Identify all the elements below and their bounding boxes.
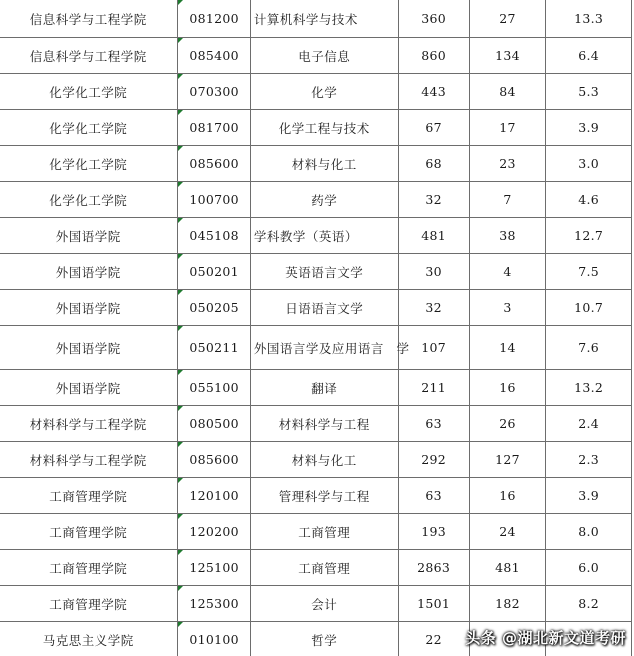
admitted-cell	[469, 254, 546, 290]
major-name-cell	[250, 622, 398, 656]
ratio-cell	[546, 38, 632, 74]
major-name-cell-text: 英语语言文学	[285, 264, 364, 280]
admitted-cell-text: 38	[499, 228, 516, 243]
college-cell	[0, 514, 178, 550]
major-name-cell-text: 管理科学与工程	[278, 488, 370, 504]
applicants-cell	[398, 370, 469, 406]
table-row	[0, 514, 632, 550]
ratio-cell-text: 8.2	[578, 596, 600, 611]
major-name-cell	[250, 254, 398, 290]
major-code-cell-text: 100700	[189, 192, 239, 207]
college-cell	[0, 622, 178, 656]
major-code-cell-text: 125300	[189, 596, 239, 611]
ratio-cell-text: 5.3	[578, 84, 600, 99]
admitted-cell	[469, 290, 546, 326]
table-row	[0, 478, 632, 514]
major-name-cell-text: 工商管理	[298, 524, 351, 540]
ratio-cell-text: 2.3	[578, 452, 600, 467]
major-code-cell-text: 081200	[189, 11, 239, 26]
major-name-cell	[250, 182, 398, 218]
major-code-cell	[178, 74, 250, 110]
college-cell-text: 化学化工学院	[49, 156, 128, 172]
major-code-cell-text: 050205	[189, 300, 239, 315]
major-code-cell-text: 085400	[189, 48, 239, 63]
major-name-cell-text: 材料与化工	[291, 156, 357, 172]
admitted-cell-text: 24	[499, 524, 516, 539]
college-cell	[0, 218, 178, 254]
major-name-cell	[250, 442, 398, 478]
major-name-cell-text: 电子信息	[298, 48, 351, 64]
admitted-cell	[469, 0, 546, 38]
admitted-cell-text: 7	[503, 192, 512, 207]
ratio-cell-text: 8.0	[578, 524, 600, 539]
ratio-cell	[546, 370, 632, 406]
watermark: 头条 @湖北新文道考研	[465, 629, 626, 647]
college-cell	[0, 442, 178, 478]
college-cell	[0, 550, 178, 586]
applicants-cell-text: 30	[425, 264, 442, 279]
admitted-cell	[469, 514, 546, 550]
major-code-cell	[178, 38, 250, 74]
applicants-cell	[398, 254, 469, 290]
major-name-cell-text: 计算机科学与技术	[253, 11, 358, 27]
table-row	[0, 0, 632, 38]
table-row	[0, 550, 632, 586]
applicants-cell-text: 1501	[417, 596, 451, 611]
admitted-cell-text: 127	[495, 452, 520, 467]
major-code-cell	[178, 550, 250, 586]
applicants-cell	[398, 442, 469, 478]
applicants-cell	[398, 290, 469, 326]
major-name-cell	[250, 218, 398, 254]
ratio-cell	[546, 0, 632, 38]
ratio-cell-text: 3.9	[578, 488, 600, 503]
major-code-cell	[178, 514, 250, 550]
applicants-cell	[398, 622, 469, 656]
ratio-cell-text: 7.6	[578, 340, 600, 355]
major-name-cell	[250, 146, 398, 182]
ratio-cell	[546, 146, 632, 182]
major-code-cell	[178, 442, 250, 478]
ratio-cell	[546, 254, 632, 290]
major-name-cell-text: 药学	[311, 192, 338, 208]
applicants-cell	[398, 74, 469, 110]
table-row	[0, 442, 632, 478]
ratio-cell	[546, 74, 632, 110]
major-code-cell	[178, 370, 250, 406]
major-name-cell	[250, 290, 398, 326]
applicants-cell	[398, 0, 469, 38]
major-name-cell-text: 外国语言学及应用语言	[253, 340, 384, 356]
college-cell-text: 化学化工学院	[49, 120, 128, 136]
college-cell	[0, 38, 178, 74]
college-cell	[0, 326, 178, 370]
ratio-cell-text: 3.9	[578, 120, 600, 135]
major-name-cell	[250, 550, 398, 586]
major-code-cell-text: 080500	[189, 416, 239, 431]
table-row	[0, 290, 632, 326]
major-code-cell-text: 050201	[189, 264, 239, 279]
admitted-cell	[469, 146, 546, 182]
major-code-cell	[178, 290, 250, 326]
major-code-cell	[178, 326, 250, 370]
major-code-cell-text: 070300	[189, 84, 239, 99]
applicants-cell-text: 211	[421, 380, 446, 395]
applicants-cell	[398, 218, 469, 254]
ratio-cell	[546, 182, 632, 218]
applicants-cell-text: 481	[421, 228, 446, 243]
admitted-cell	[469, 326, 546, 370]
major-code-cell	[178, 478, 250, 514]
ratio-cell	[546, 514, 632, 550]
admitted-cell-text: 16	[499, 488, 516, 503]
table-row	[0, 218, 632, 254]
admitted-cell-text: 182	[495, 596, 520, 611]
applicants-cell	[398, 478, 469, 514]
college-cell-text: 信息科学与工程学院	[29, 11, 147, 27]
table-row	[0, 38, 632, 74]
major-code-cell-text: 120100	[189, 488, 239, 503]
college-cell	[0, 586, 178, 622]
major-code-cell	[178, 254, 250, 290]
major-name-cell-text: 学科教学（英语）	[253, 228, 358, 244]
major-code-cell-text: 085600	[189, 156, 239, 171]
table-row	[0, 146, 632, 182]
applicants-cell	[398, 182, 469, 218]
major-code-cell-text: 045108	[189, 228, 239, 243]
applicants-cell	[398, 110, 469, 146]
college-cell	[0, 74, 178, 110]
admitted-cell-text: 14	[499, 340, 516, 355]
applicants-cell-text: 22	[425, 632, 442, 647]
college-cell	[0, 110, 178, 146]
major-name-cell-text: 会计	[311, 596, 338, 612]
major-name-cell	[250, 0, 398, 38]
applicants-cell	[398, 406, 469, 442]
major-name-cell-text: 工商管理	[298, 560, 351, 576]
admitted-cell	[469, 406, 546, 442]
major-code-cell-text: 081700	[189, 120, 239, 135]
applicants-cell-text: 68	[425, 156, 442, 171]
ratio-cell-text: 10.7	[574, 300, 604, 315]
admitted-cell	[469, 478, 546, 514]
major-name-cell-text: 日语语言文学	[285, 300, 364, 316]
major-name-cell	[250, 406, 398, 442]
major-name-cell-text: 化学工程与技术	[278, 120, 370, 136]
ratio-cell-text: 7.5	[578, 264, 600, 279]
applicants-cell	[398, 38, 469, 74]
applicants-cell-text: 107	[421, 340, 446, 355]
college-cell-text: 外国语学院	[55, 340, 121, 356]
table-row	[0, 254, 632, 290]
college-cell-text: 材料科学与工程学院	[29, 416, 147, 432]
table-row	[0, 586, 632, 622]
admitted-cell-text: 84	[499, 84, 516, 99]
admitted-cell-text: 27	[499, 11, 516, 26]
college-cell	[0, 406, 178, 442]
ratio-cell-text: 13.3	[574, 11, 604, 26]
major-name-cell	[250, 38, 398, 74]
major-code-cell	[178, 586, 250, 622]
college-cell-text: 化学化工学院	[49, 84, 128, 100]
admitted-cell-text: 481	[495, 560, 520, 575]
major-code-cell	[178, 622, 250, 656]
admitted-cell	[469, 182, 546, 218]
admitted-cell-text: 4	[503, 264, 512, 279]
applicants-cell-text: 360	[421, 11, 446, 26]
ratio-cell	[546, 218, 632, 254]
major-name-cell	[250, 586, 398, 622]
applicants-cell-text: 63	[425, 488, 442, 503]
major-code-cell	[178, 146, 250, 182]
major-code-cell-text: 120200	[189, 524, 239, 539]
major-name-cell-text: 哲学	[311, 632, 338, 648]
admitted-cell-text: 23	[499, 156, 516, 171]
college-cell-text: 工商管理学院	[49, 596, 128, 612]
applicants-cell-text: 860	[421, 48, 446, 63]
college-cell-text: 材料科学与工程学院	[29, 452, 147, 468]
college-cell-text: 马克思主义学院	[42, 632, 134, 648]
admitted-cell	[469, 110, 546, 146]
major-code-cell-text: 085600	[189, 452, 239, 467]
college-cell-text: 外国语学院	[55, 300, 121, 316]
major-code-cell-text: 010100	[189, 632, 239, 647]
college-cell	[0, 146, 178, 182]
admitted-cell	[469, 586, 546, 622]
college-cell	[0, 0, 178, 38]
major-code-cell-text: 125100	[189, 560, 239, 575]
table-row	[0, 406, 632, 442]
major-code-cell-text: 055100	[189, 380, 239, 395]
ratio-cell	[546, 406, 632, 442]
table-row	[0, 326, 632, 370]
major-name-cell-text: 化学	[311, 84, 338, 100]
ratio-cell-text: 4.6	[578, 192, 600, 207]
college-cell-text: 工商管理学院	[49, 560, 128, 576]
college-cell	[0, 290, 178, 326]
ratio-cell-text: 13.2	[574, 380, 604, 395]
major-name-cell	[250, 478, 398, 514]
major-name-cell	[250, 326, 410, 370]
table-row	[0, 110, 632, 146]
ratio-cell	[546, 442, 632, 478]
college-cell-text: 工商管理学院	[49, 524, 128, 540]
ratio-cell	[546, 290, 632, 326]
applicants-cell	[398, 514, 469, 550]
applicants-cell-text: 67	[425, 120, 442, 135]
applicants-cell-text: 32	[425, 300, 442, 315]
table-row	[0, 182, 632, 218]
applicants-cell	[398, 326, 469, 370]
admitted-cell	[469, 550, 546, 586]
ratio-cell	[546, 478, 632, 514]
ratio-cell-text: 6.0	[578, 560, 600, 575]
applicants-cell-text: 443	[421, 84, 446, 99]
ratio-cell-text: 12.7	[574, 228, 604, 243]
admitted-cell-text: 3	[503, 300, 512, 315]
college-cell	[0, 478, 178, 514]
college-cell	[0, 254, 178, 290]
major-code-cell	[178, 0, 250, 38]
college-cell-text: 工商管理学院	[49, 488, 128, 504]
admitted-cell-text: 134	[495, 48, 520, 63]
major-name-cell	[250, 110, 398, 146]
major-name-cell	[250, 514, 398, 550]
major-code-cell	[178, 218, 250, 254]
ratio-cell-text: 6.4	[578, 48, 600, 63]
applicants-cell-text: 193	[421, 524, 446, 539]
college-cell-text: 外国语学院	[55, 228, 121, 244]
major-code-cell	[178, 406, 250, 442]
admitted-cell-text: 17	[499, 120, 516, 135]
major-code-cell-text: 050211	[189, 340, 239, 355]
ratio-cell	[546, 586, 632, 622]
major-name-cell	[250, 74, 398, 110]
college-cell-text: 外国语学院	[55, 264, 121, 280]
table-row	[0, 74, 632, 110]
major-name-cell	[250, 370, 398, 406]
admitted-cell-text: 16	[499, 380, 516, 395]
major-name-cell-text: 材料科学与工程	[278, 416, 370, 432]
major-name-cell-text: 翻译	[311, 380, 338, 396]
table-row	[0, 370, 632, 406]
admitted-cell	[469, 218, 546, 254]
ratio-cell-text: 3.0	[578, 156, 600, 171]
applicants-cell	[398, 550, 469, 586]
college-cell-text: 化学化工学院	[49, 192, 128, 208]
college-cell-text: 信息科学与工程学院	[29, 48, 147, 64]
applicants-cell-text: 292	[421, 452, 446, 467]
admitted-cell	[469, 442, 546, 478]
applicants-cell-text: 63	[425, 416, 442, 431]
admitted-cell-text: 26	[499, 416, 516, 431]
applicants-cell-text: 32	[425, 192, 442, 207]
applicants-cell	[398, 586, 469, 622]
ratio-cell	[546, 110, 632, 146]
admitted-cell	[469, 38, 546, 74]
major-name-cell-text: 材料与化工	[291, 452, 357, 468]
ratio-cell-text: 2.4	[578, 416, 600, 431]
ratio-cell	[546, 326, 632, 370]
ratio-cell	[546, 550, 632, 586]
major-code-cell	[178, 182, 250, 218]
college-cell-text: 外国语学院	[55, 380, 121, 396]
applicants-cell-text: 2863	[417, 560, 451, 575]
college-cell	[0, 370, 178, 406]
applicants-cell	[398, 146, 469, 182]
college-cell	[0, 182, 178, 218]
major-overflow-text: 学	[396, 340, 410, 356]
admitted-cell	[469, 370, 546, 406]
major-code-cell	[178, 110, 250, 146]
admitted-cell	[469, 74, 546, 110]
